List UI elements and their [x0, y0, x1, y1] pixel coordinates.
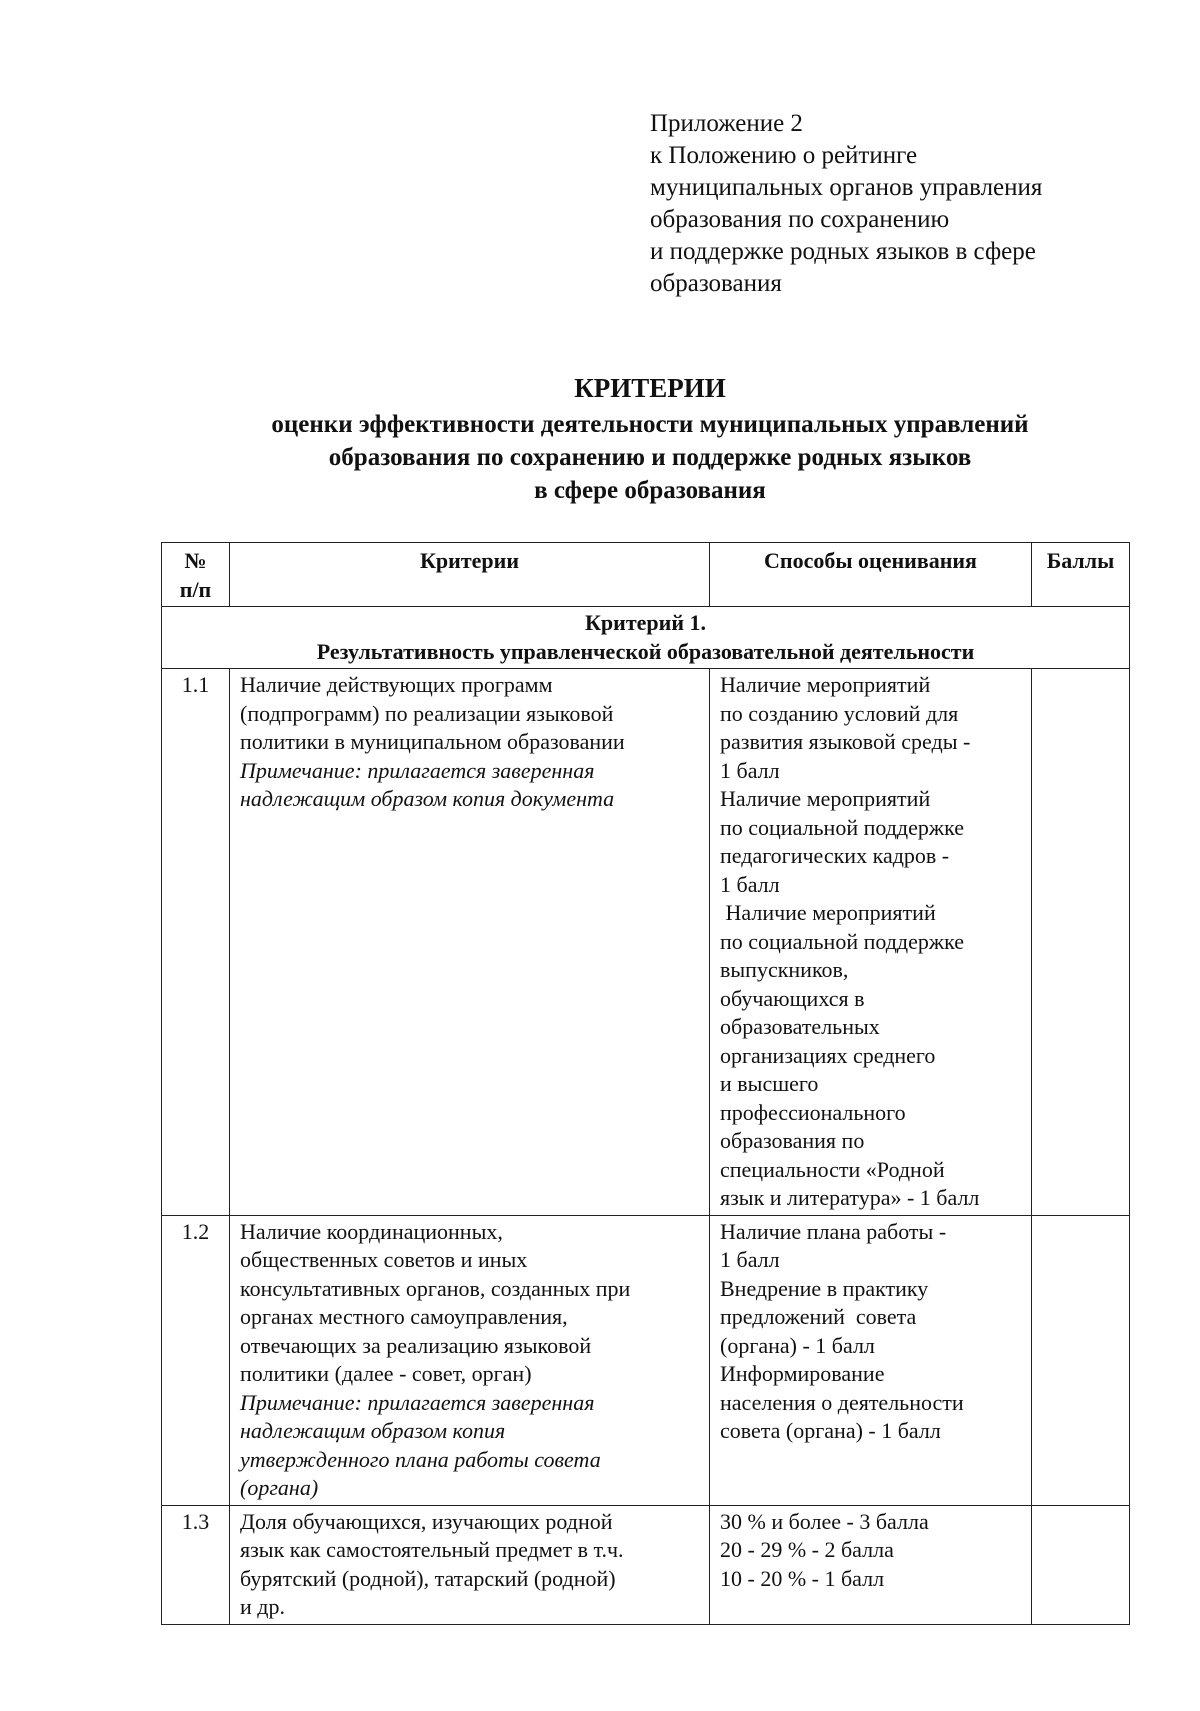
- appendix-line: Приложение 2: [650, 110, 803, 137]
- title-subtitle-line: образования по сохранению и поддержке родных языков: [328, 444, 972, 471]
- title-subtitle-line: оценки эффективности деятельности муниципальных управлений: [271, 411, 1029, 438]
- method-line: Внедрение в практику: [720, 1275, 929, 1301]
- header-num-line1: №: [184, 548, 207, 573]
- note-line: (органа): [240, 1475, 319, 1500]
- appendix-line: к Положению о рейтинге: [650, 142, 918, 169]
- section-heading: [162, 607, 1130, 669]
- criteria-line: (подпрограмм) по реализации языковой: [240, 700, 614, 726]
- criteria-line: язык как самостоятельный предмет в т.ч.: [240, 1537, 624, 1562]
- method-line: Наличие плана работы -: [720, 1218, 947, 1244]
- title-main: КРИТЕРИИ: [574, 373, 726, 403]
- method-line: 10 - 20 % - 1 балл: [720, 1565, 885, 1591]
- method-line: Наличие мероприятий: [720, 786, 931, 811]
- appendix-line: образования: [650, 270, 782, 297]
- header-methods: Способы оценивания: [710, 543, 1032, 607]
- method-line: 20 - 29 % - 2 балла: [720, 1537, 894, 1562]
- method-cell: [710, 669, 1032, 1216]
- method-line: профессионального: [720, 1099, 906, 1125]
- criteria-line: Наличие действующих программ: [240, 672, 553, 697]
- appendix-block: [650, 108, 1170, 300]
- note-line: Примечание: прилагается заверенная: [240, 757, 595, 783]
- note-line: надлежащим образом копия документа: [240, 786, 615, 811]
- section-row: [162, 607, 1130, 669]
- method-line: Информирование: [720, 1361, 885, 1386]
- header-score: Баллы: [1032, 543, 1130, 607]
- table-row: [162, 1215, 1130, 1505]
- method-line: язык и литература» - 1 балл: [720, 1185, 980, 1210]
- criteria-line: и др.: [240, 1594, 285, 1619]
- method-line: 1 балл: [720, 871, 780, 897]
- table-header-row: [162, 543, 1130, 607]
- section-subtitle: Результативность управленческой образовательной деятельности: [316, 638, 975, 664]
- method-line: организациях среднего: [720, 1042, 936, 1068]
- appendix-line: муниципальных органов управления: [650, 174, 1043, 201]
- method-line: образования по: [720, 1128, 865, 1153]
- method-line: Наличие мероприятий: [720, 900, 936, 925]
- method-line: 1 балл: [720, 1247, 780, 1272]
- method-line: предложений совета: [720, 1304, 917, 1329]
- appendix-line: образования по сохранению: [650, 206, 950, 233]
- method-line: образовательных: [720, 1014, 880, 1039]
- criteria-cell: [230, 1215, 710, 1505]
- method-line: развития языковой среды -: [720, 729, 971, 754]
- score-cell: [1032, 669, 1130, 1216]
- criteria-line: консультативных органов, созданных при: [240, 1275, 631, 1301]
- method-line: Наличие мероприятий: [720, 672, 931, 697]
- criteria-cell: [230, 1505, 710, 1624]
- method-line: выпускников,: [720, 957, 849, 982]
- title-subtitle-line: в сфере образования: [534, 477, 766, 504]
- section-title: Критерий 1.: [584, 610, 707, 635]
- method-line: педагогических кадров -: [720, 843, 950, 868]
- score-cell: [1032, 1215, 1130, 1505]
- document-title: [160, 372, 1140, 507]
- criteria-cell: [230, 669, 710, 1216]
- method-line: населения о деятельности: [720, 1389, 964, 1415]
- method-cell: [710, 1505, 1032, 1624]
- method-line: по социальной поддержке: [720, 928, 964, 954]
- row-number: 1.3: [162, 1505, 230, 1624]
- header-num-line2: п/п: [179, 576, 212, 602]
- method-cell: [710, 1215, 1032, 1505]
- header-criteria: Критерии: [230, 543, 710, 607]
- criteria-line: отвечающих за реализацию языковой: [240, 1332, 592, 1358]
- criteria-line: общественных советов и иных: [240, 1247, 528, 1272]
- row-number: 1.2: [162, 1215, 230, 1505]
- score-cell: [1032, 1505, 1130, 1624]
- note-line: утвержденного плана работы совета: [240, 1446, 601, 1472]
- criteria-line: политики в муниципальном образовании: [240, 729, 625, 754]
- method-line: и высшего: [720, 1071, 819, 1096]
- table-row: [162, 669, 1130, 1216]
- method-line: (органа) - 1 балл: [720, 1332, 875, 1358]
- criteria-line: Доля обучающихся, изучающих родной: [240, 1508, 613, 1534]
- method-line: специальности «Родной: [720, 1156, 945, 1182]
- criteria-line: Наличие координационных,: [240, 1218, 503, 1244]
- method-line: по социальной поддержке: [720, 814, 964, 840]
- criteria-line: бурятский (родной), татарский (родной): [240, 1565, 616, 1591]
- method-line: обучающихся в: [720, 985, 865, 1011]
- method-line: совета (органа) - 1 балл: [720, 1418, 941, 1443]
- note-line: Примечание: прилагается заверенная: [240, 1389, 595, 1415]
- table-row: [162, 1505, 1130, 1624]
- row-number: 1.1: [162, 669, 230, 1216]
- criteria-line: политики (далее - совет, орган): [240, 1361, 532, 1386]
- criteria-table: [161, 542, 1130, 1625]
- method-line: 30 % и более - 3 балла: [720, 1508, 929, 1534]
- criteria-line: органах местного самоуправления,: [240, 1304, 568, 1329]
- method-line: по созданию условий для: [720, 700, 959, 726]
- header-num: [162, 543, 230, 607]
- appendix-line: и поддержке родных языков в сфере: [650, 238, 1036, 265]
- method-line: 1 балл: [720, 757, 780, 783]
- note-line: надлежащим образом копия: [240, 1418, 506, 1443]
